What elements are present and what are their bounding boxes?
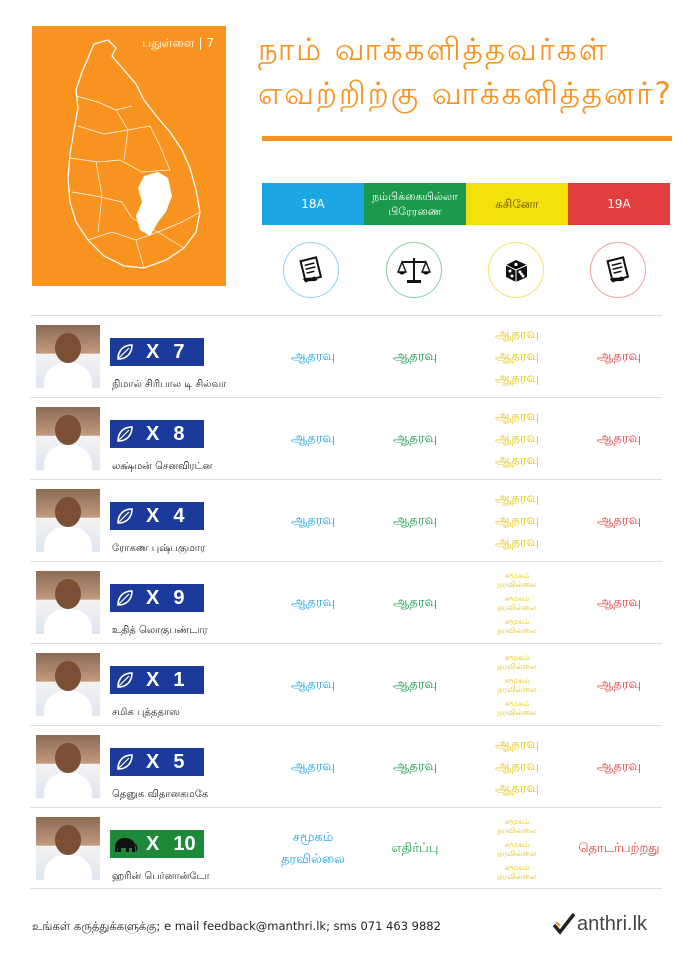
column-header-no-confidence: நம்பிக்கையில்லா பிரேரணை xyxy=(364,183,466,225)
member-row xyxy=(30,561,662,643)
vote-casino: சமூகம் தரவில்லை சமூகம் தரவில்லை சமூகம் தரவில்லை xyxy=(497,652,537,717)
column-header-18a: 18A xyxy=(262,183,364,225)
district-label: பதுள்ளை | 7 xyxy=(142,36,214,50)
vote-19a: ஆதரவு xyxy=(596,677,642,692)
badge-x: X xyxy=(146,832,160,855)
badge-x: X xyxy=(146,586,160,609)
vote-no-confidence: ஆதரவு xyxy=(392,677,438,692)
page-title xyxy=(258,28,678,116)
member-photo xyxy=(36,489,100,552)
document-icon xyxy=(283,242,339,298)
vote-casino: சமூகம் தரவில்லை சமூகம் தரவில்லை சமூகம் தரவில்லை xyxy=(497,816,537,881)
leaf-icon xyxy=(110,502,140,530)
vote-casino: ஆதரவு ஆதரவு ஆதரவு xyxy=(494,737,540,796)
badge-x: X xyxy=(146,668,160,691)
preference-badge xyxy=(110,502,204,530)
scales-icon xyxy=(386,242,442,298)
title-line-2: எவற்றிற்கு வாக்களித்தனர்? xyxy=(258,76,673,112)
vote-19a: ஆதரவு xyxy=(596,513,642,528)
preference-number: 10 xyxy=(173,832,196,855)
badge-x: X xyxy=(146,750,160,773)
sri-lanka-map xyxy=(32,26,226,286)
vote-casino: ஆதரவு ஆதரவு ஆதரவு xyxy=(494,409,540,468)
badge-x: X xyxy=(146,504,160,527)
vote-19a: ஆதரவு xyxy=(596,759,642,774)
members-table xyxy=(30,315,662,889)
leaf-icon xyxy=(110,338,140,366)
member-name: ரோகண புஷ்பகுமார xyxy=(112,543,206,554)
member-photo xyxy=(36,817,100,880)
vote-18a: ஆதரவு xyxy=(290,431,336,446)
vote-18a: ஆதரவு xyxy=(290,349,336,364)
member-row xyxy=(30,479,662,561)
leaf-icon xyxy=(110,748,140,776)
vote-no-confidence: ஆதரவு xyxy=(392,595,438,610)
vote-19a: ஆதரவு xyxy=(596,349,642,364)
member-name: சமிக புத்ததாஸ xyxy=(112,707,180,718)
preference-badge xyxy=(110,830,204,858)
badge-x: X xyxy=(146,422,160,445)
title-divider xyxy=(262,136,672,141)
member-photo xyxy=(36,653,100,716)
preference-number: 9 xyxy=(173,586,185,609)
column-header-casino: கசினோ xyxy=(466,183,568,225)
vote-19a: தொடர்பற்றது xyxy=(578,841,660,856)
district-map-panel xyxy=(32,26,226,286)
vote-18a: சமூகம் தரவில்லை xyxy=(281,830,345,867)
preference-number: 8 xyxy=(173,422,185,445)
member-name: ஹரின் பெர்னான்டோ xyxy=(112,871,210,882)
vote-19a: ஆதரவு xyxy=(596,431,642,446)
vote-no-confidence: ஆதரவு xyxy=(392,431,438,446)
member-row xyxy=(30,643,662,725)
member-photo xyxy=(36,571,100,634)
vote-no-confidence: ஆதரவு xyxy=(392,349,438,364)
preference-number: 1 xyxy=(173,668,185,691)
preference-badge xyxy=(110,338,204,366)
member-photo xyxy=(36,325,100,388)
elephant-icon xyxy=(110,830,140,858)
vote-18a: ஆதரவு xyxy=(290,513,336,528)
leaf-icon xyxy=(110,666,140,694)
vote-no-confidence: ஆதரவு xyxy=(392,513,438,528)
preference-badge xyxy=(110,584,204,612)
vote-casino: ஆதரவு ஆதரவு ஆதரவு xyxy=(494,491,540,550)
vote-casino: சமூகம் தரவில்லை சமூகம் தரவில்லை சமூகம் தரவில்லை xyxy=(497,570,537,635)
member-name: லக்ஷ்மன் செனவிரட்ன xyxy=(112,461,213,472)
member-row xyxy=(30,807,662,889)
vote-no-confidence: ஆதரவு xyxy=(392,759,438,774)
preference-number: 4 xyxy=(173,504,185,527)
member-photo xyxy=(36,407,100,470)
member-row xyxy=(30,397,662,479)
feedback-footer: உங்கள் கருத்துக்களுக்கு; e mail feedback@manthri.lk; sms 071 463 9882 xyxy=(32,919,441,933)
leaf-icon xyxy=(110,584,140,612)
preference-badge xyxy=(110,748,204,776)
column-header-19a: 19A xyxy=(568,183,670,225)
vote-18a: ஆதரவு xyxy=(290,677,336,692)
member-photo xyxy=(36,735,100,798)
preference-number: 5 xyxy=(173,750,185,773)
member-name: தெனுக விதானகமகே xyxy=(112,789,209,800)
leaf-icon xyxy=(110,420,140,448)
member-name: உதித் லொகுபண்டார xyxy=(112,625,208,636)
vote-19a: ஆதரவு xyxy=(596,595,642,610)
vote-18a: ஆதரவு xyxy=(290,759,336,774)
preference-number: 7 xyxy=(173,340,185,363)
member-row xyxy=(30,315,662,397)
member-name: நிமால் சிரிபால டி சில்வா xyxy=(112,379,227,390)
brand-text[interactable]: anthri.lk xyxy=(577,912,648,935)
vote-18a: ஆதரவு xyxy=(290,595,336,610)
document-icon xyxy=(590,242,646,298)
title-line-1: நாம் வாக்களித்தவர்கள் xyxy=(258,32,609,68)
vote-no-confidence: எதிர்ப்பு xyxy=(391,841,439,856)
brand-logo xyxy=(552,912,647,936)
preference-badge xyxy=(110,420,204,448)
badge-x: X xyxy=(146,340,160,363)
checkmark-logo-icon xyxy=(552,912,576,936)
vote-casino: ஆதரவு ஆதரவு ஆதரவு xyxy=(494,327,540,386)
preference-badge xyxy=(110,666,204,694)
member-row xyxy=(30,725,662,807)
dice-icon xyxy=(488,242,544,298)
